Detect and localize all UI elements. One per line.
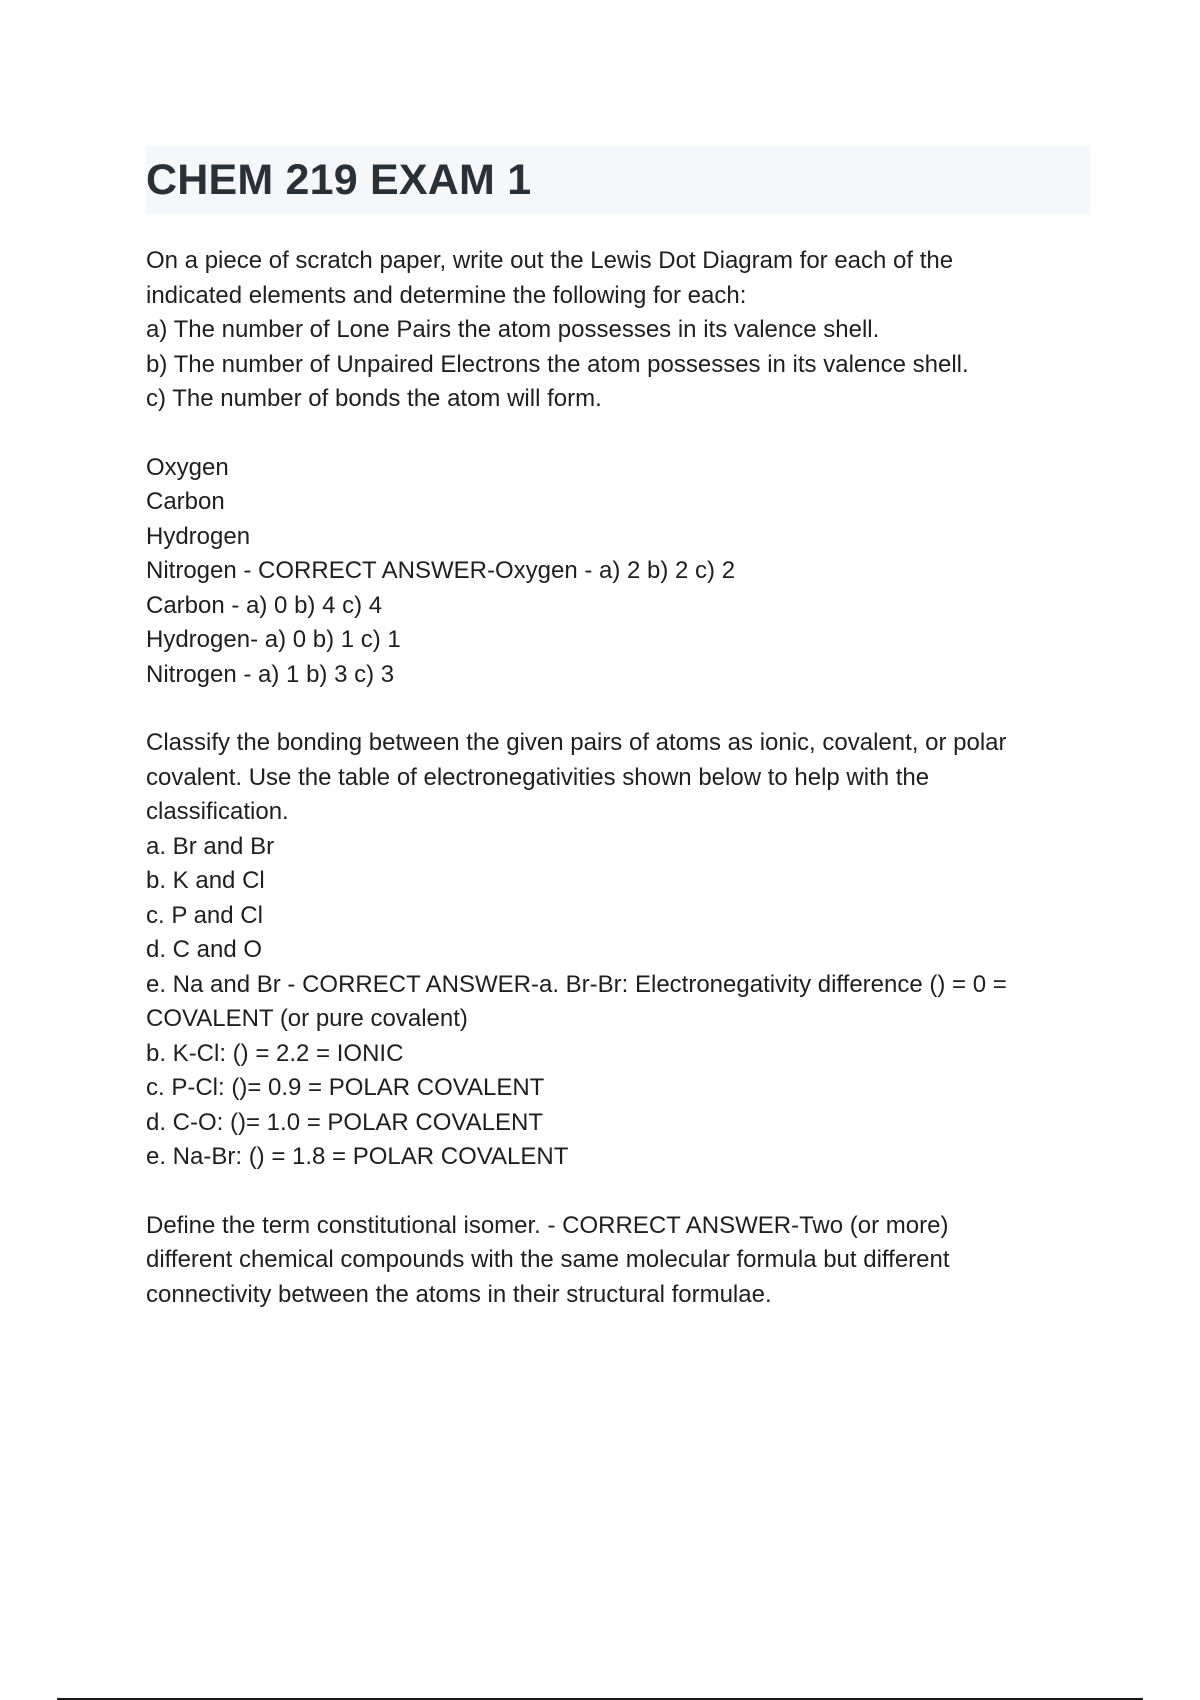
text-line: classification. (146, 798, 289, 825)
document-body (146, 146, 1090, 1346)
text-line: a) The number of Lone Pairs the atom possesses in its valence shell. (146, 316, 880, 343)
text-line: d. C-O: ()= 1.0 = POLAR COVALENT (146, 1108, 544, 1136)
text-line: a. Br and Br (146, 832, 275, 860)
text-line: e. Na-Br: () = 1.8 = POLAR COVALENT (146, 1143, 569, 1170)
text-line: On a piece of scratch paper, write out the Lewis Dot Diagram for each of the (146, 247, 954, 274)
title-bar (146, 146, 1090, 214)
text-line: Oxygen (146, 453, 229, 481)
text-line: Hydrogen- a) 0 b) 1 c) 1 (146, 626, 401, 653)
text-line: Classify the bonding between the given pairs of atoms as ionic, covalent, or polar (146, 729, 1007, 756)
text-line: Hydrogen (146, 522, 251, 550)
text-line: COVALENT (or pure covalent) (146, 1005, 468, 1032)
text-line: c. P-Cl: ()= 0.9 = POLAR COVALENT (146, 1074, 545, 1101)
text-line: b) The number of Unpaired Electrons the atom possesses in its valence shell. (146, 350, 969, 378)
question-constitutional-isomer (146, 1209, 1090, 1313)
text-line: Define the term constitutional isomer. - CORRECT ANSWER-Two (or more) (146, 1211, 949, 1239)
text-line: covalent. Use the table of electronegativities shown below to help with the (146, 763, 930, 791)
text-line: e. Na and Br - CORRECT ANSWER-a. Br-Br: Electronegativity difference () = 0 = (146, 970, 1007, 998)
text-line: Carbon - a) 0 b) 4 c) 4 (146, 591, 383, 619)
text-line: b. K-Cl: () = 2.2 = IONIC (146, 1039, 404, 1067)
text-line: b. K and Cl (146, 867, 265, 894)
answer-lewis-dot (146, 451, 1090, 693)
text-line: Nitrogen - a) 1 b) 3 c) 3 (146, 660, 395, 688)
text-line: indicated elements and determine the following for each: (146, 281, 747, 309)
text-line: Nitrogen - CORRECT ANSWER-Oxygen - a) 2 b) 2 c) 2 (146, 557, 736, 584)
text-line: different chemical compounds with the same molecular formula but different (146, 1246, 950, 1273)
page-title: CHEM 219 EXAM 1 (146, 155, 532, 204)
question-bond-classification (146, 726, 1090, 1175)
text-line: d. C and O (146, 936, 263, 963)
text-line: Carbon (146, 488, 225, 515)
text-line: connectivity between the atoms in their structural formulae. (146, 1280, 772, 1308)
text-line: c. P and Cl (146, 901, 263, 929)
question-lewis-dot (146, 244, 1090, 417)
text-line: c) The number of bonds the atom will form. (146, 385, 602, 412)
